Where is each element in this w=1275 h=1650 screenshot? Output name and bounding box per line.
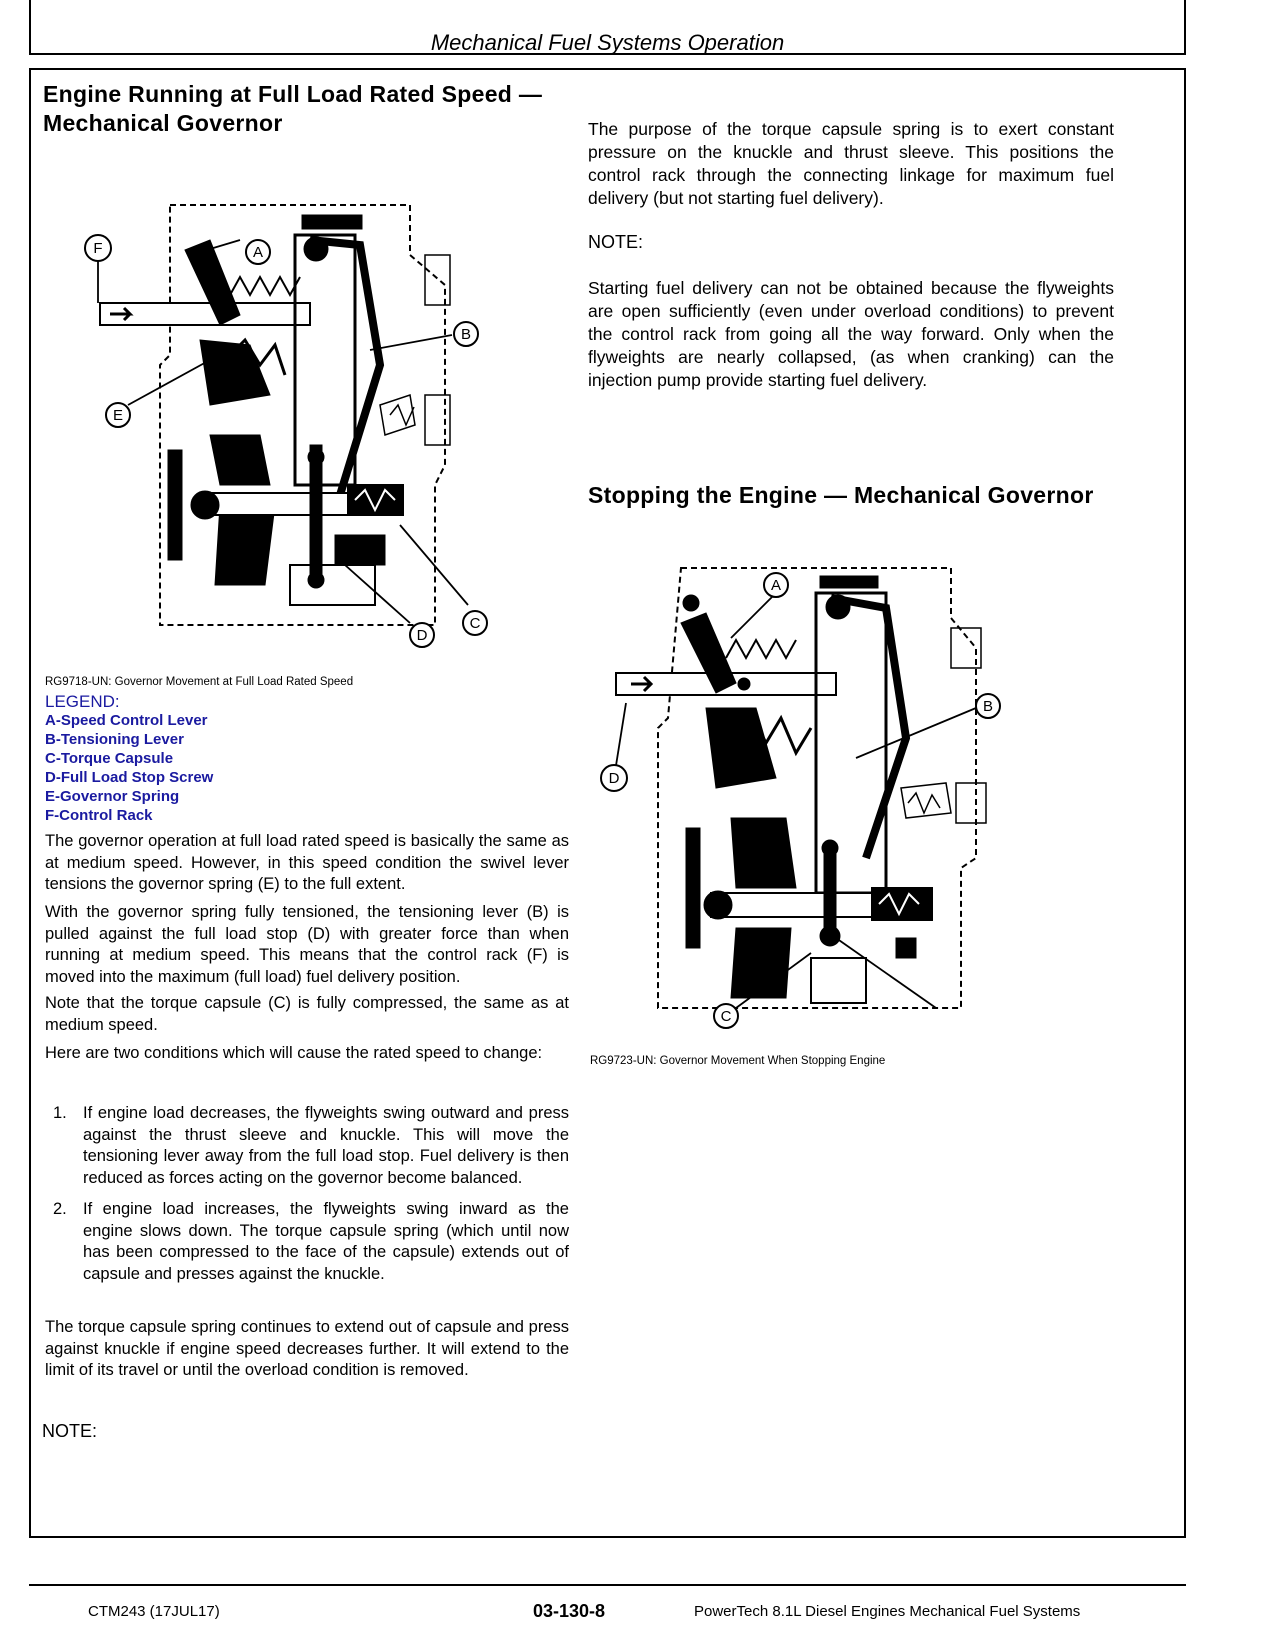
heading-line-2: Mechanical Governor bbox=[43, 110, 283, 136]
heading-line-1: Engine Running at Full Load Rated Speed — bbox=[43, 81, 543, 107]
paragraph: With the governor spring fully tensioned, the tensioning lever (B) is pulled against the full load stop (D) with greater force than when running at medium speed. This means that the control rack (F) is moved into the maximum (full load) fuel delivery position. bbox=[45, 903, 569, 986]
list-text: If engine load decreases, the flyweights swing outward and press against the thrust sleeve and knuckle. This will move the tensioning lever away from the full load stop. Fuel delivery is then reduced as forces acting on the governor become balanced. bbox=[83, 1104, 569, 1187]
figure1-label-a: A bbox=[252, 244, 264, 261]
paragraph: Here are two conditions which will cause the rated speed to change: bbox=[45, 1044, 543, 1062]
figure1-caption: RG9718-UN: Governor Movement at Full Load Rated Speed bbox=[45, 676, 354, 688]
footer-rule bbox=[29, 1584, 1186, 1586]
list-item bbox=[45, 1103, 569, 1189]
governor-stopping-figure bbox=[596, 558, 1026, 1038]
legend-title: LEGEND: bbox=[45, 692, 120, 711]
figure2-label-d: D bbox=[608, 770, 620, 787]
figure1-label-d: D bbox=[416, 627, 428, 644]
paragraph: The governor operation at full load rated speed is basically the same as at medium speed. However, in this speed condition the swivel lever tensions the governor spring (E) to the full extent. bbox=[45, 832, 569, 893]
paragraph: Note that the torque capsule (C) is fully compressed, the same as at medium speed. bbox=[45, 994, 569, 1034]
legend-item: D-Full Load Stop Screw bbox=[45, 769, 214, 786]
footer-document-code: CTM243 (17JUL17) bbox=[88, 1603, 220, 1620]
paragraph: Starting fuel delivery can not be obtained because the flyweights are open sufficiently (even under overload conditions) to prevent the control rack from going all the way forward. Only when the flyweights are nearly collapsed, (as when cranking) can the injection pump provide starting fuel delivery. bbox=[588, 278, 1114, 390]
figure1-label-f: F bbox=[93, 240, 103, 257]
list-number: 2. bbox=[53, 1200, 67, 1218]
list-text: If engine load increases, the flyweights swing inward as the engine slows down. The torque capsule spring (which until now has been compressed to the face of the capsule) extends out of capsule and presses against the knuckle. bbox=[83, 1200, 569, 1283]
section-heading-stopping: Stopping the Engine — Mechanical Governor bbox=[588, 482, 1094, 508]
figure1-label-c: C bbox=[469, 615, 481, 632]
footer-manual-title: PowerTech 8.1L Diesel Engines Mechanical Fuel Systems bbox=[694, 1603, 1081, 1620]
legend-item: E-Governor Spring bbox=[45, 788, 180, 805]
paragraph: The torque capsule spring continues to extend out of capsule and press against knuckle if engine speed decreases further. It will extend to the limit of its travel or until the overload condition is removed. bbox=[45, 1318, 569, 1379]
figure2-label-a: A bbox=[770, 577, 782, 594]
page-header bbox=[29, 0, 1186, 55]
header-title: Mechanical Fuel Systems Operation bbox=[430, 30, 785, 55]
paragraph: The purpose of the torque capsule spring is to exert constant pressure on the knuckle and thrust sleeve. This positions the control rack through the connecting linkage for maximum fuel delivery (but not starting fuel delivery). bbox=[588, 119, 1114, 208]
note-label: NOTE: bbox=[42, 1421, 98, 1441]
legend-item: B-Tensioning Lever bbox=[45, 731, 184, 748]
governor-full-load-figure bbox=[80, 195, 500, 665]
footer-page-number: 03-130-8 bbox=[533, 1601, 606, 1621]
legend-item: A-Speed Control Lever bbox=[45, 712, 208, 729]
legend-item: F-Control Rack bbox=[45, 807, 153, 824]
section-heading-full-load bbox=[43, 80, 542, 138]
list-item bbox=[45, 1199, 569, 1285]
figure2-caption: RG9723-UN: Governor Movement When Stopping Engine bbox=[590, 1055, 886, 1067]
figure1-label-b: B bbox=[460, 326, 472, 343]
figure2-label-c: C bbox=[720, 1008, 732, 1025]
legend-item: C-Torque Capsule bbox=[45, 750, 174, 767]
legend bbox=[45, 692, 213, 825]
figure1-label-e: E bbox=[112, 407, 124, 424]
figure2-label-b: B bbox=[982, 698, 994, 715]
conditions-list bbox=[45, 1103, 569, 1295]
note-label: NOTE: bbox=[588, 232, 644, 252]
list-number: 1. bbox=[53, 1104, 67, 1122]
